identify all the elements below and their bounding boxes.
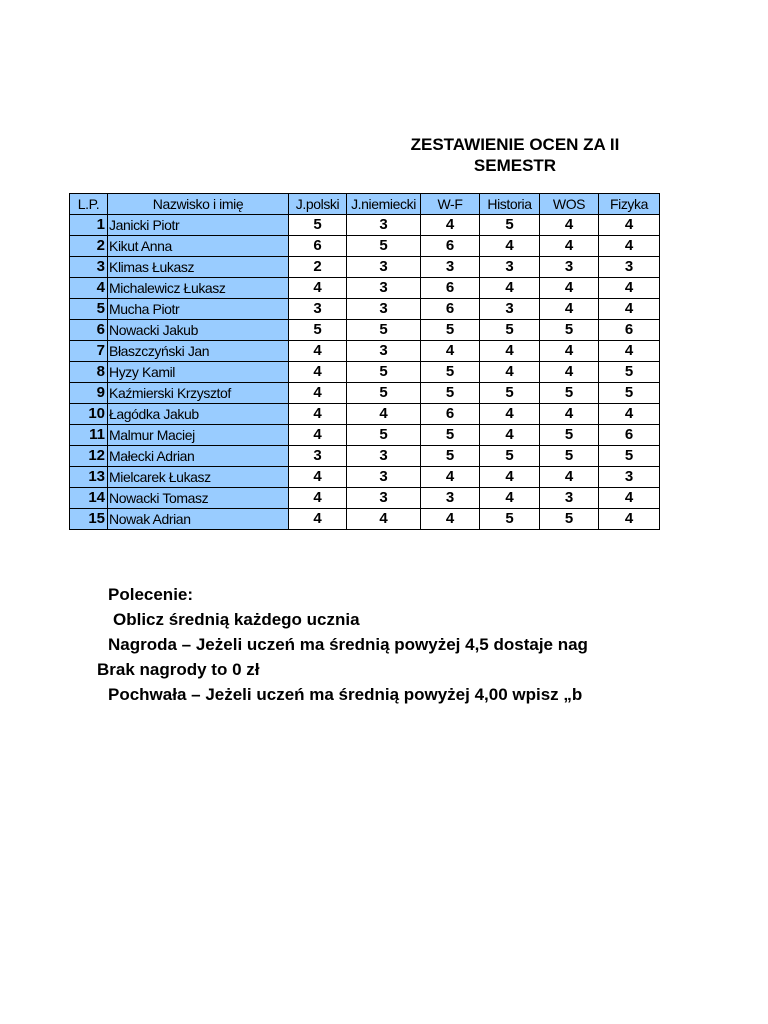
table-row	[70, 509, 660, 530]
row-number: 7	[70, 341, 108, 362]
header-historia: Historia	[480, 194, 540, 215]
grade-cell: 4	[599, 215, 660, 236]
grade-cell: 4	[599, 236, 660, 257]
grade-cell: 3	[347, 467, 421, 488]
grade-cell: 5	[599, 362, 660, 383]
grade-cell: 3	[347, 215, 421, 236]
row-number: 5	[70, 299, 108, 320]
grade-cell: 5	[540, 425, 599, 446]
student-name: Hyzy Kamil	[108, 362, 289, 383]
table-body	[70, 215, 660, 530]
grade-cell: 2	[289, 257, 347, 278]
table-row	[70, 362, 660, 383]
grade-cell: 4	[480, 467, 540, 488]
grade-cell: 4	[289, 425, 347, 446]
instruction-line-1: Oblicz średnią każdego ucznia	[113, 610, 360, 629]
grade-cell: 4	[480, 488, 540, 509]
instructions-heading: Polecenie:	[108, 585, 194, 604]
grade-cell: 4	[421, 215, 480, 236]
student-name: Małecki Adrian	[108, 446, 289, 467]
grade-cell: 4	[480, 341, 540, 362]
grade-cell: 4	[480, 362, 540, 383]
grade-cell: 4	[289, 278, 347, 299]
student-name: Nowak Adrian	[108, 509, 289, 530]
row-number: 14	[70, 488, 108, 509]
grade-cell: 5	[347, 383, 421, 404]
grade-cell: 3	[347, 488, 421, 509]
grade-cell: 4	[347, 509, 421, 530]
grade-cell: 4	[540, 404, 599, 425]
grade-cell: 4	[540, 236, 599, 257]
table-row	[70, 278, 660, 299]
header-wf: W-F	[421, 194, 480, 215]
student-name: Błaszczyński Jan	[108, 341, 289, 362]
table-row	[70, 257, 660, 278]
grade-cell: 5	[421, 383, 480, 404]
grade-cell: 3	[540, 257, 599, 278]
student-name: Malmur Maciej	[108, 425, 289, 446]
grade-cell: 4	[289, 362, 347, 383]
grade-cell: 6	[289, 236, 347, 257]
grade-cell: 5	[480, 320, 540, 341]
grade-cell: 4	[540, 467, 599, 488]
grade-cell: 4	[289, 341, 347, 362]
grade-cell: 3	[289, 446, 347, 467]
grade-cell: 5	[480, 215, 540, 236]
row-number: 1	[70, 215, 108, 236]
grade-cell: 4	[540, 362, 599, 383]
grade-cell: 5	[599, 383, 660, 404]
grade-cell: 5	[480, 383, 540, 404]
row-number: 3	[70, 257, 108, 278]
instruction-line-3: Brak nagrody to 0 zł	[97, 660, 260, 679]
grade-cell: 4	[421, 509, 480, 530]
grade-cell: 5	[347, 320, 421, 341]
grade-cell: 4	[289, 383, 347, 404]
grade-cell: 5	[347, 236, 421, 257]
grade-cell: 4	[599, 404, 660, 425]
row-number: 9	[70, 383, 108, 404]
grade-cell: 5	[480, 446, 540, 467]
table-row	[70, 467, 660, 488]
grade-cell: 5	[289, 215, 347, 236]
grade-cell: 5	[347, 425, 421, 446]
table-row	[70, 404, 660, 425]
title-line-2: SEMESTR	[473, 156, 557, 175]
header-wos: WOS	[540, 194, 599, 215]
grade-cell: 5	[421, 320, 480, 341]
grade-cell: 4	[289, 467, 347, 488]
grade-cell: 3	[599, 467, 660, 488]
row-number: 10	[70, 404, 108, 425]
row-number: 2	[70, 236, 108, 257]
table-row	[70, 320, 660, 341]
student-name: Janicki Piotr	[108, 215, 289, 236]
row-number: 4	[70, 278, 108, 299]
grade-cell: 6	[599, 425, 660, 446]
grade-cell: 3	[347, 446, 421, 467]
grade-cell: 4	[599, 278, 660, 299]
grade-cell: 3	[347, 257, 421, 278]
grade-cell: 3	[421, 257, 480, 278]
grade-cell: 3	[599, 257, 660, 278]
grade-cell: 4	[540, 215, 599, 236]
row-number: 11	[70, 425, 108, 446]
grade-cell: 5	[540, 509, 599, 530]
header-fizyka: Fizyka	[599, 194, 660, 215]
table-row	[70, 488, 660, 509]
grade-cell: 4	[347, 404, 421, 425]
header-name: Nazwisko i imię	[108, 194, 289, 215]
grade-cell: 3	[347, 299, 421, 320]
student-name: Mielcarek Łukasz	[108, 467, 289, 488]
grade-cell: 5	[347, 362, 421, 383]
grade-cell: 5	[421, 425, 480, 446]
grade-cell: 5	[289, 320, 347, 341]
student-name: Łagódka Jakub	[108, 404, 289, 425]
table-row	[70, 446, 660, 467]
grade-cell: 4	[480, 278, 540, 299]
table-row	[70, 383, 660, 404]
grade-cell: 5	[480, 509, 540, 530]
grade-cell: 5	[540, 320, 599, 341]
row-number: 8	[70, 362, 108, 383]
student-name: Klimas Łukasz	[108, 257, 289, 278]
grade-cell: 5	[540, 446, 599, 467]
grade-cell: 6	[421, 404, 480, 425]
grade-cell: 4	[599, 509, 660, 530]
header-jniemiecki: J.niemiecki	[347, 194, 421, 215]
grade-cell: 6	[421, 236, 480, 257]
grade-cell: 3	[480, 299, 540, 320]
grade-cell: 4	[540, 299, 599, 320]
row-number: 12	[70, 446, 108, 467]
header-lp: L.P.	[70, 194, 108, 215]
grade-cell: 3	[347, 278, 421, 299]
grade-cell: 3	[347, 341, 421, 362]
grade-cell: 4	[540, 278, 599, 299]
grade-cell: 4	[289, 509, 347, 530]
grade-cell: 4	[540, 341, 599, 362]
row-number: 15	[70, 509, 108, 530]
grade-cell: 4	[421, 341, 480, 362]
student-name: Kikut Anna	[108, 236, 289, 257]
grade-cell: 3	[540, 488, 599, 509]
student-name: Mucha Piotr	[108, 299, 289, 320]
table-row	[70, 299, 660, 320]
grade-cell: 4	[599, 299, 660, 320]
row-number: 6	[70, 320, 108, 341]
student-name: Nowacki Jakub	[108, 320, 289, 341]
grade-cell: 3	[480, 257, 540, 278]
instruction-line-4: Pochwała – Jeżeli uczeń ma średnią powyżej 4,00 wpisz „b	[108, 685, 583, 704]
table-row	[70, 341, 660, 362]
table-row	[70, 425, 660, 446]
header-jpolski: J.polski	[289, 194, 347, 215]
grade-cell: 4	[421, 467, 480, 488]
grade-cell: 3	[421, 488, 480, 509]
student-name: Nowacki Tomasz	[108, 488, 289, 509]
grade-cell: 4	[480, 404, 540, 425]
grade-cell: 4	[480, 236, 540, 257]
title-line-1: ZESTAWIENIE OCEN ZA II	[410, 135, 620, 154]
document-title	[350, 134, 680, 176]
student-name: Michalewicz Łukasz	[108, 278, 289, 299]
grade-cell: 6	[421, 299, 480, 320]
grade-cell: 6	[421, 278, 480, 299]
table-header-row	[70, 194, 660, 215]
grade-cell: 5	[421, 446, 480, 467]
grade-cell: 3	[289, 299, 347, 320]
grades-table	[69, 193, 660, 530]
table-row	[70, 236, 660, 257]
row-number: 13	[70, 467, 108, 488]
grade-cell: 4	[289, 404, 347, 425]
grade-cell: 5	[540, 383, 599, 404]
grade-cell: 4	[599, 341, 660, 362]
grade-cell: 5	[421, 362, 480, 383]
instruction-line-2: Nagroda – Jeżeli uczeń ma średnią powyżej 4,5 dostaje nag	[108, 635, 588, 654]
grade-cell: 4	[599, 488, 660, 509]
instructions-block	[97, 582, 681, 707]
grade-cell: 4	[289, 488, 347, 509]
grade-cell: 6	[599, 320, 660, 341]
table-row	[70, 215, 660, 236]
grade-cell: 5	[599, 446, 660, 467]
grade-cell: 4	[480, 425, 540, 446]
student-name: Kaźmierski Krzysztof	[108, 383, 289, 404]
